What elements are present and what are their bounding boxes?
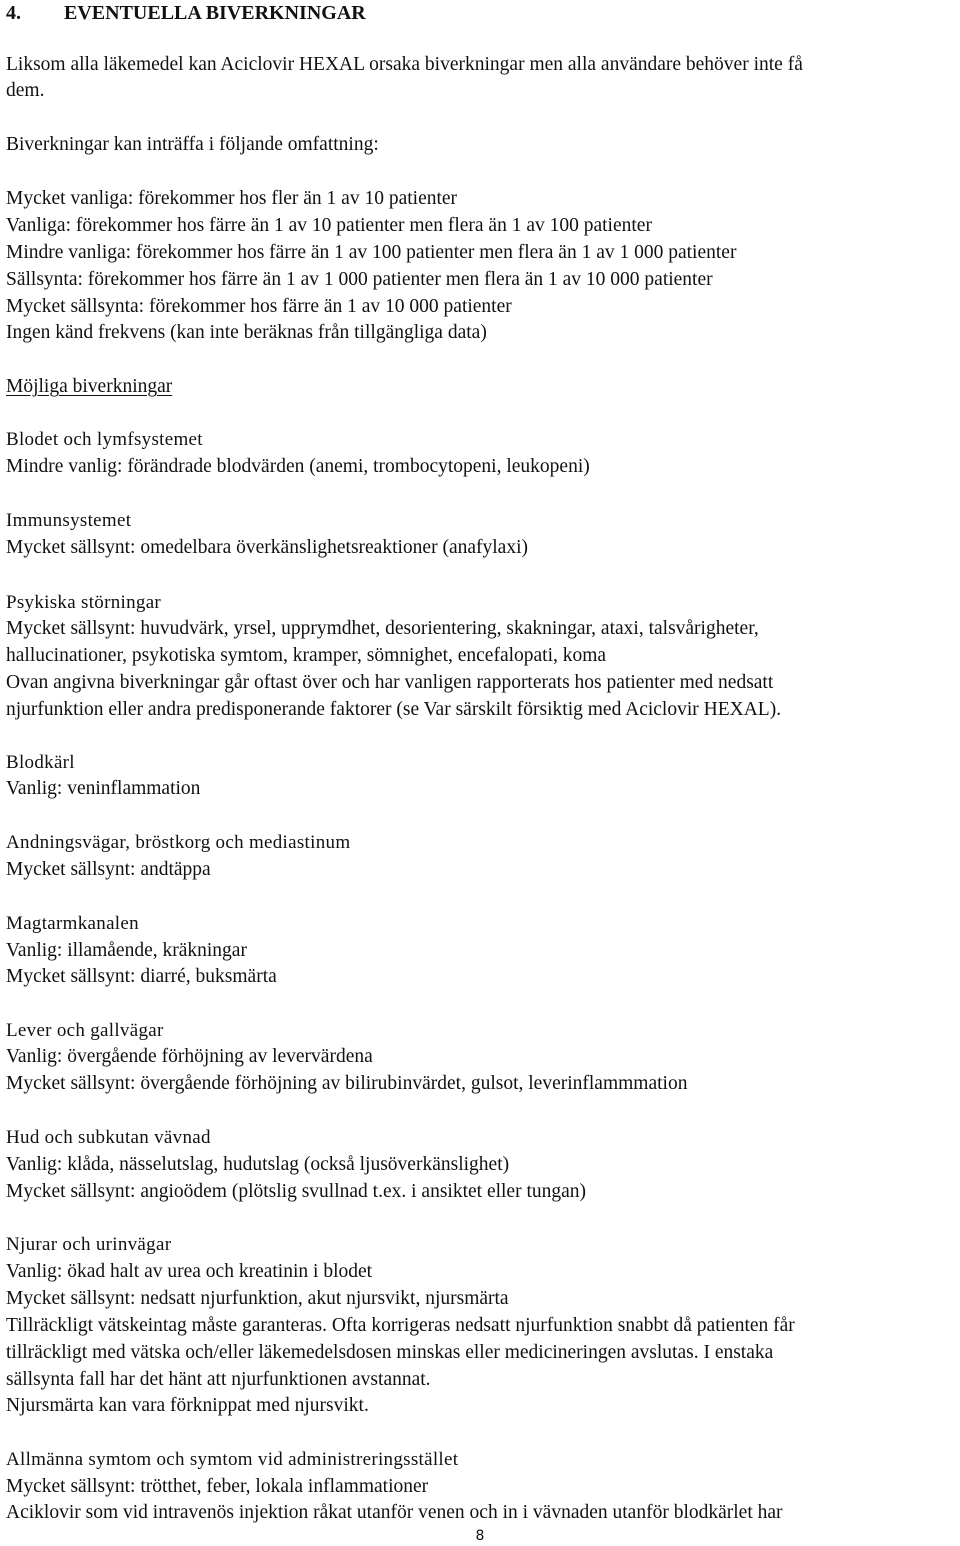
frequency-intro: Biverkningar kan inträffa i följande omfattning: <box>6 134 379 155</box>
group-line: Mycket sällsynt: diarré, buksmärta <box>6 966 277 987</box>
frequency-line: Mycket sällsynta: förekommer hos färre än 1 av 10 000 patienter <box>6 296 512 317</box>
group-title-blood: Blodet och lymfsystemet <box>6 429 203 450</box>
group-title-skin: Hud och subkutan vävnad <box>6 1127 211 1148</box>
group-line: njurfunktion eller andra predisponerande faktorer (se Var särskilt försiktig med Aciclovir HEXAL). <box>6 699 782 720</box>
intro-line-1: Liksom alla läkemedel kan Aciclovir HEXAL orsaka biverkningar men alla användare behöver inte få <box>6 54 803 75</box>
group-line: Vanlig: veninflammation <box>6 778 201 799</box>
frequency-line: Ingen känd frekvens (kan inte beräknas från tillgängliga data) <box>6 322 487 343</box>
group-title-hepatobiliary: Lever och gallvägar <box>6 1020 164 1041</box>
group-line: Vanlig: illamående, kräkningar <box>6 940 247 961</box>
group-title-vascular: Blodkärl <box>6 752 75 773</box>
group-line: Aciklovir som vid intravenös injektion råkat utanför venen och in i vävnaden utanför blodkärlet har <box>6 1502 783 1523</box>
group-line: Mycket sällsynt: nedsatt njurfunktion, akut njursvikt, njursmärta <box>6 1288 509 1309</box>
group-title-gastrointestinal: Magtarmkanalen <box>6 913 139 934</box>
group-line: Mycket sällsynt: övergående förhöjning av bilirubinvärdet, gulsot, leverinflammmation <box>6 1073 688 1094</box>
frequency-line: Sällsynta: förekommer hos färre än 1 av 1 000 patienter men flera än 1 av 10 000 patienter <box>6 269 713 290</box>
page-number: 8 <box>475 1528 485 1544</box>
group-line: Mycket sällsynt: huvudvärk, yrsel, upprymdhet, desorientering, skakningar, ataxi, talsvårigheter, <box>6 618 759 639</box>
possible-side-effects-heading: Möjliga biverkningar <box>6 376 173 397</box>
section-heading <box>6 0 952 26</box>
group-line: Vanlig: ökad halt av urea och kreatinin i blodet <box>6 1261 373 1282</box>
intro-line-2: dem. <box>6 80 45 101</box>
frequency-line: Mindre vanliga: förekommer hos färre än 1 av 100 patienter men flera än 1 av 1 000 patienter <box>6 242 737 263</box>
frequency-line: Mycket vanliga: förekommer hos fler än 1 av 10 patienter <box>6 188 458 209</box>
group-line: hallucinationer, psykotiska symtom, kramper, sömnighet, encefalopati, koma <box>6 645 607 666</box>
group-line: Vanlig: övergående förhöjning av levervärdena <box>6 1046 373 1067</box>
group-title-immune: Immunsystemet <box>6 510 132 531</box>
group-line: Njursmärta kan vara förknippat med njursvikt. <box>6 1395 369 1416</box>
group-line: Mycket sällsynt: angioödem (plötslig svullnad t.ex. i ansiktet eller tungan) <box>6 1181 587 1202</box>
group-line: Vanlig: klåda, nässelutslag, hudutslag (också ljusöverkänslighet) <box>6 1154 510 1175</box>
group-line: Mycket sällsynt: omedelbara överkänslighetsreaktioner (anafylaxi) <box>6 537 528 558</box>
group-line: Mindre vanlig: förändrade blodvärden (anemi, trombocytopeni, leukopeni) <box>6 456 590 477</box>
section-title: EVENTUELLA BIVERKNINGAR <box>64 2 366 24</box>
group-title-respiratory: Andningsvägar, bröstkorg och mediastinum <box>6 832 351 853</box>
group-title-general: Allmänna symtom och symtom vid administreringsstället <box>6 1449 459 1470</box>
group-line: Mycket sällsynt: andtäppa <box>6 859 211 880</box>
group-line: Ovan angivna biverkningar går oftast över och har vanligen rapporterats hos patienter med nedsatt <box>6 672 774 693</box>
group-title-renal: Njurar och urinvägar <box>6 1234 172 1255</box>
section-number: 4. <box>6 2 21 24</box>
group-line: Mycket sällsynt: trötthet, feber, lokala inflammationer <box>6 1476 429 1497</box>
group-line: tillräckligt med vätska och/eller läkemedelsdosen minskas eller medicineringen avslutas. I enstaka <box>6 1342 774 1363</box>
group-line: sällsynta fall har det hänt att njurfunktionen avstannat. <box>6 1369 431 1390</box>
frequency-line: Vanliga: förekommer hos färre än 1 av 10 patienter men flera än 1 av 100 patienter <box>6 215 652 236</box>
group-line: Tillräckligt vätskeintag måste garanteras. Ofta korrigeras nedsatt njurfunktion snabbt då patienten får <box>6 1315 795 1336</box>
group-title-psychiatric: Psykiska störningar <box>6 592 162 613</box>
